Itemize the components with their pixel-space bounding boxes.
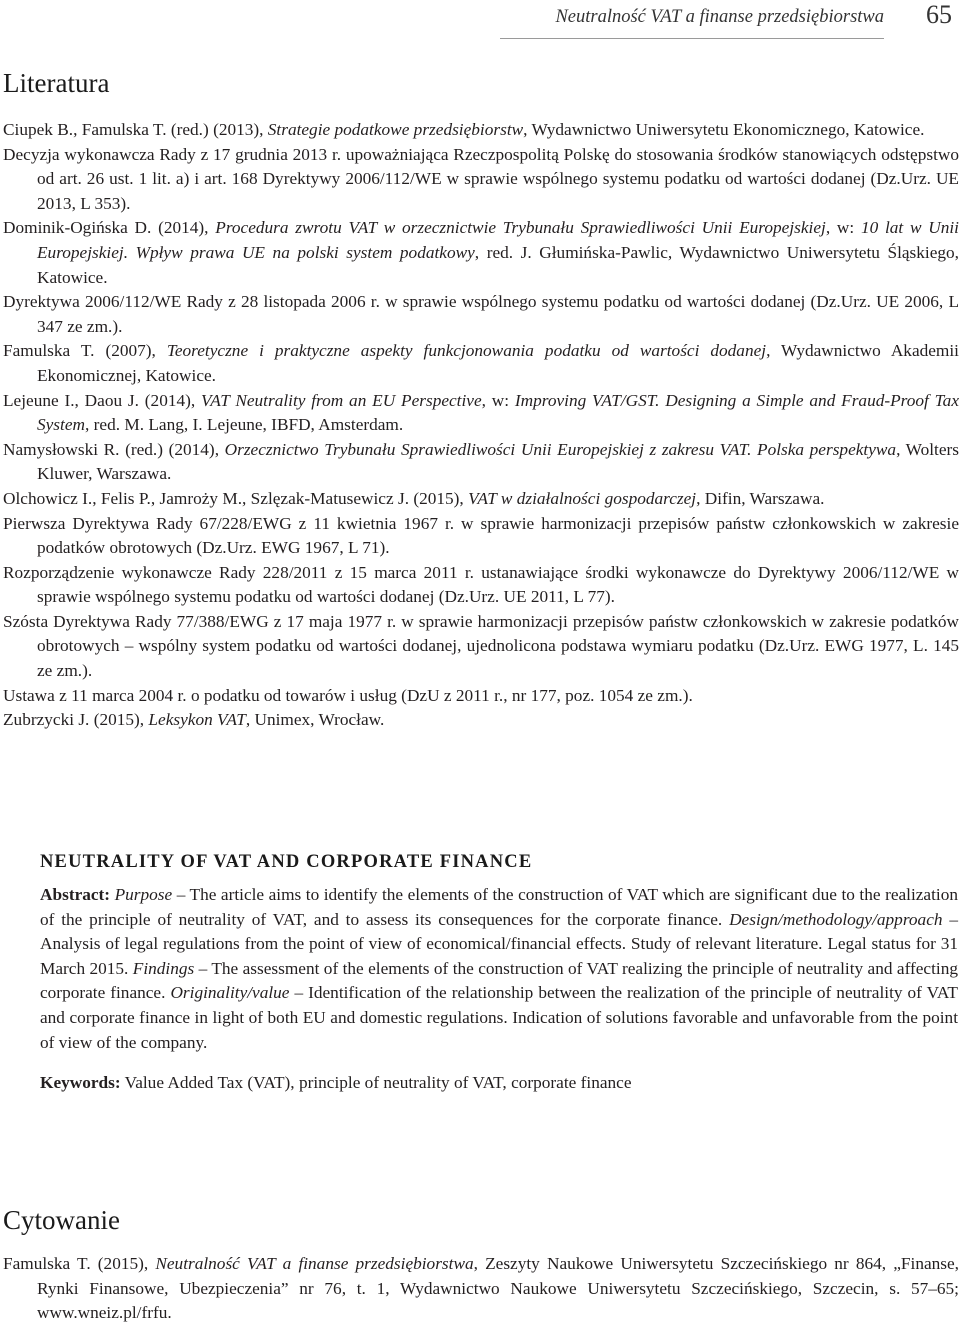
reference-item [3, 684, 959, 709]
text-segment: – Identification of the relationship between the realization of the principle of neutrality of VAT and corporate finance in light of both EU and domestic regulations. Indication of solutions favorable and unfavorable from the point of view of the company. [40, 983, 958, 1052]
abstract-label: Abstract: [40, 885, 111, 904]
reference-item [3, 290, 959, 339]
text-segment: Namysłowski R. (red.) (2014), [3, 439, 225, 459]
reference-item [3, 708, 959, 733]
abstract-body [40, 885, 958, 1052]
reference-item [3, 438, 959, 487]
text-segment: Famulska T. (2007), [3, 341, 167, 361]
italic-text: Design/methodology/approach [729, 909, 943, 929]
text-segment: Szósta Dyrektywa Rady 77/388/EWG z 17 maja 1977 r. w sprawie harmonizacji przepisów państw członkowskich w zakresie podatków obrotowych – wspólny system podatku od wartości dodanej, ujednolicona podstawa wymiaru podatku (Dz.Urz. EWG 1977, L. 145 ze zm.). [3, 611, 959, 681]
text-segment: Dyrektywa 2006/112/WE Rady z 28 listopada 2006 r. w sprawie wspólnego systemu podatku od wartości dodanej (Dz.Urz. UE 2006, L 347 ze zm.). [3, 292, 959, 336]
italic-text: Neutralność VAT a finanse przedsiębiorstwa [155, 1254, 474, 1273]
reference-item [3, 118, 959, 143]
text-segment: Ustawa z 11 marca 2004 r. o podatku od towarów i usług (DzU z 2011 r., nr 177, poz. 1054 ze zm.). [3, 685, 693, 705]
text-segment: , Wydawnictwo Uniwersytetu Ekonomicznego, Katowice. [523, 120, 925, 139]
abstract-section [40, 852, 958, 1096]
reference-item [3, 143, 959, 217]
text-segment: Ciupek B., Famulska T. (red.) (2013), [3, 120, 268, 139]
reference-item [3, 339, 959, 388]
italic-text: Strategie podatkowe przedsiębiorstw [267, 120, 524, 139]
abstract-text [40, 883, 958, 1055]
italic-text: Improving VAT/GST. Designing a Simple and Fraud-Proof Tax System [37, 390, 959, 435]
italic-text: VAT Neutrality from an EU Perspective [201, 390, 482, 410]
italic-text: 10 lat w Unii Europejskiej. Wpływ prawa UE na polski system podatkowy [37, 218, 959, 262]
text-segment: Zubrzycki J. (2015), [3, 710, 149, 730]
text-segment: – Analysis of legal regulations from the point of view of economical/financial effects. Study of relevant literature. Legal status for 31 March 2015. [40, 909, 958, 978]
text-segment: Dominik-Ogińska D. (2014), [3, 218, 216, 238]
text-segment: , w: [825, 218, 861, 238]
text-segment: Decyzja wykonawcza Rady z 17 grudnia 2013 r. upoważniająca Rzeczpospolitą Polskę do stosowania środków stanowiących odstępstwo od art. 26 ust. 1 lit. a) i art. 168 Dyrektywy 2006/112/WE w sprawie wspólnego systemu podatku od wartości dodanej (Dz.Urz. UE 2013, L 353). [3, 144, 959, 213]
citation-heading: Cytowanie [3, 1205, 120, 1235]
italic-text: Orzecznictwo Trybunału Sprawiedliwości Unii Europejskiej z zakresu VAT. Polska perspektywa [224, 439, 897, 459]
text-segment: , red. M. Lang, I. Lejeune, IBFD, Amsterdam. [85, 415, 404, 435]
keywords-text: Value Added Tax (VAT), principle of neutrality of VAT, corporate finance [120, 1073, 632, 1093]
italic-text: Findings [132, 958, 195, 978]
text-segment: , Wydawnictwo Akademii Ekonomicznej, Katowice. [37, 341, 959, 385]
reference-item [3, 389, 959, 438]
abstract-title: NEUTRALITY OF VAT AND CORPORATE FINANCE [40, 852, 533, 872]
text-segment: – The article aims to identify the elements of the construction of VAT which are significant due to the realization of the principle of neutrality of VAT, and to assess its consequences for the corporate finance. [40, 885, 958, 929]
reference-item [3, 610, 959, 684]
italic-text: Originality/value [170, 983, 290, 1003]
page-number: 65 [926, 0, 952, 29]
text-segment: Rozporządzenie wykonawcze Rady 228/2011 z 15 marca 2011 r. ustanawiające środki wykonawcze do Dyrektywy 2006/112/WE w sprawie wspólnego systemu podatku od wartości dodanej (Dz.Urz. UE 2011, L 77). [3, 562, 959, 607]
page-header [0, 0, 960, 40]
text-segment: Pierwsza Dyrektywa Rady 67/228/EWG z 11 kwietnia 1967 r. w sprawie harmonizacji przepisów państw członkowskich w zakresie podatków obrotowych (Dz.Urz. EWG 1967, L 71). [3, 513, 959, 558]
italic-text: Teoretyczne i praktyczne aspekty funkcjonowania podatku od wartości dodanej [166, 341, 767, 361]
text-segment: , Wolters Kluwer, Warszawa. [37, 439, 959, 484]
italic-text: Purpose [114, 885, 173, 904]
reference-item [3, 487, 959, 512]
reference-list [3, 118, 959, 733]
text-segment: – The assessment of the elements of the construction of VAT realizing the principle of neutrality and affecting corporate finance. [40, 958, 958, 1003]
text-segment: Olchowicz I., Felis P., Jamroży M., Szlęzak-Matusewicz J. (2015), [3, 488, 469, 508]
text-segment: , Zeszyty Naukowe Uniwersytetu Szczecińskiego nr 864, „Finanse, Rynki Finansowe, Ubezpieczenia” nr 76, t. 1, Wydawnictwo Naukowe Uniwersytetu Szczecińskiego, Szczecin, s. 57–65; www.wneiz.pl/frfu. [37, 1254, 959, 1323]
running-title: Neutralność VAT a finanse przedsiębiorstwa [555, 7, 884, 27]
italic-text: VAT w działalności gospodarczej [468, 488, 697, 508]
keywords [40, 1071, 958, 1096]
citation-text [3, 1252, 959, 1326]
text-segment: , red. J. Głumińska-Pawlic, Wydawnictwo Uniwersytetu Śląskiego, Katowice. [37, 242, 959, 287]
reference-item [3, 216, 959, 290]
text-segment: , Difin, Warszawa. [696, 488, 825, 508]
reference-item [3, 561, 959, 610]
italic-text: Leksykon VAT [148, 710, 246, 730]
text-segment: Famulska T. (2015), [3, 1254, 156, 1273]
header-rule [500, 38, 884, 39]
text-segment: , Unimex, Wrocław. [245, 710, 385, 730]
keywords-label: Keywords: [40, 1073, 121, 1093]
reference-item [3, 512, 959, 561]
literature-heading: Literatura [3, 68, 110, 98]
text-segment: , w: [481, 390, 515, 410]
text-segment: Lejeune I., Daou J. (2014), [3, 390, 202, 410]
italic-text: Procedura zwrotu VAT w orzecznictwie Trybunału Sprawiedliwości Unii Europejskiej [215, 218, 826, 238]
